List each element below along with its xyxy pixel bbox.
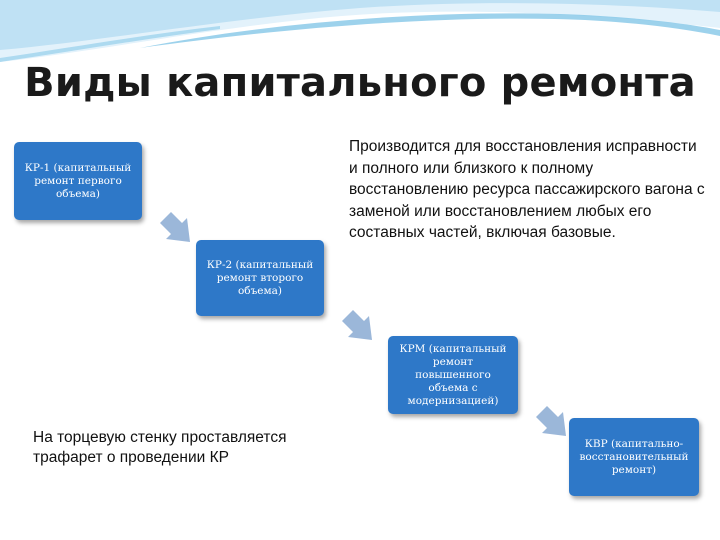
step-krm-label: КРМ (капитальный ремонт повышенного объема с модернизацией) — [399, 342, 507, 407]
step-kr1-label: КР-1 (капитальный ремонт первого объема) — [24, 161, 132, 200]
page-title: Виды капитального ремонта — [24, 60, 696, 106]
step-kvr-label: КВР (капитально-восстановительный ремонт) — [579, 437, 689, 476]
step-kvr-box — [569, 418, 699, 496]
stencil-note-text: На торцевую стенку проставляется трафарет о проведении КР — [33, 429, 287, 466]
step-arrow-icon — [154, 206, 198, 250]
step-kr2-box — [196, 240, 324, 316]
step-krm-box — [388, 336, 518, 414]
step-kr2-label: КР-2 (капитальный ремонт второго объема) — [206, 258, 314, 297]
step-arrow-icon — [530, 400, 574, 444]
description-text: Производится для восстановления исправности и полного или близкого к полному восстановлению ресурса пассажирского вагона с заменой или восстановлением любых его составных частей, включая базовые. — [349, 138, 705, 242]
step-kr1-box — [14, 142, 142, 220]
step-arrow-icon — [336, 304, 380, 348]
